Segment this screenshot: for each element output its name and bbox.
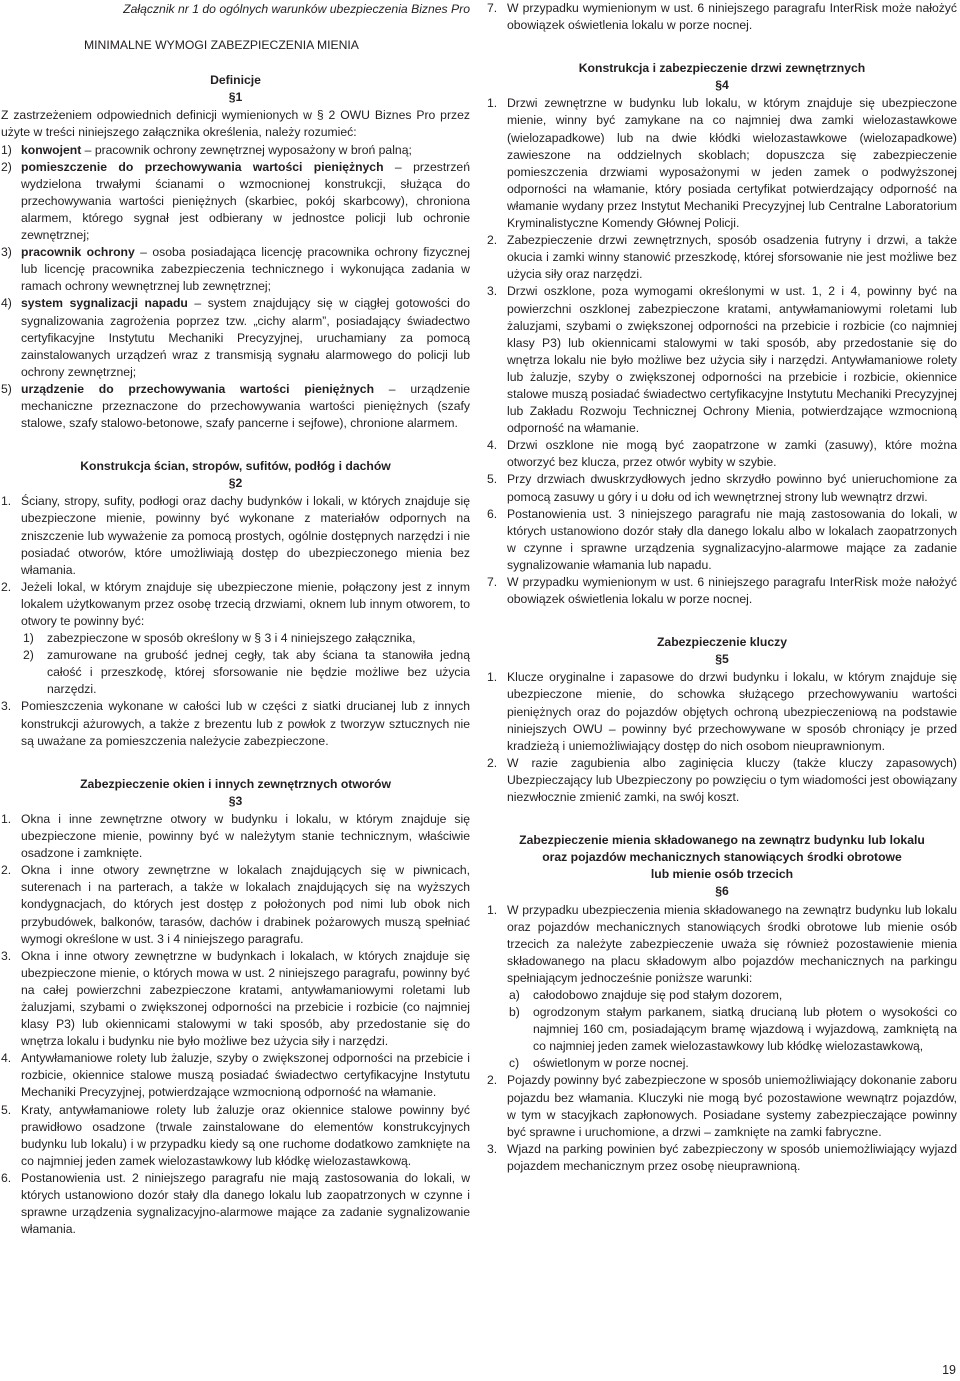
item-number: b) xyxy=(509,1005,520,1020)
doors-item xyxy=(487,283,957,437)
item-text: Zabezpieczenie drzwi zewnętrznych, sposób osadzenia futryny i drzwi, a także okucia i zamki winny stanowić przeszkodę, której sforsowanie nie jest możliwe bez użycia siły oraz narzędzi. xyxy=(507,233,957,282)
item-text: W przypadku wymienionym w ust. 6 niniejszego paragrafu InterRisk może nałożyć obowiązek oświetlenia lokalu w porze nocnej. xyxy=(507,575,957,607)
item-text: Przy drzwiach dwuskrzydłowych jedno skrzydło powinno być unieruchomione za pomocą zasuwy u góry i u dołu od ich wewnętrznej strony lub wewnątrz drzwi. xyxy=(507,472,957,504)
keys-section-number: §5 xyxy=(715,652,729,667)
item-number: 2. xyxy=(1,579,12,594)
item-text: Drzwi oszklone nie mogą być zaopatrzone w zamki (zasuwy), które można otworzyć bez klucza, przez otwór wybity w szybie. xyxy=(507,438,957,470)
definitions-intro: Z zastrzeżeniem odpowiednich definicji wymienionych w § 2 OWU Biznes Pro przez użyte w treści niniejszego załącznika określenia, należy rozumieć: xyxy=(1,108,470,140)
item-text: Okna i inne zewnętrzne otwory w budynku i lokalu, w którym znajduje się ubezpieczone mienie, powinny być w należytym stanie technicznym, właściwie osadzone i zamknięte. xyxy=(21,811,470,861)
item-number: 1) xyxy=(1,142,12,157)
windows-item xyxy=(487,0,957,34)
outdoor-item-1 xyxy=(487,902,957,987)
item-number: 1. xyxy=(1,811,12,826)
item-number: 6. xyxy=(1,1170,12,1185)
windows-item xyxy=(1,1170,470,1238)
item-number: 4) xyxy=(1,296,12,311)
outdoor-subitem xyxy=(509,1004,957,1055)
windows-list xyxy=(1,811,470,1238)
doors-heading: Konstrukcja i zabezpieczenie drzwi zewnętrznych xyxy=(578,61,866,76)
outdoor-heading-line: oraz pojazdów mechanicznych stanowiących środki obrotowe xyxy=(542,850,902,865)
item-text: zamurowane na grubość jednej cegły, tak aby ściana ta stanowiła jedną całość i przeszkodę, której sforsowanie nie będzie możliwe bez użycia narzędzi. xyxy=(47,648,470,697)
walls-item xyxy=(1,493,470,578)
definition-text xyxy=(21,381,470,432)
doors-item xyxy=(487,471,957,505)
item-text: całodobowo znajduje się pod stałym dozorem, xyxy=(533,987,783,1002)
item-number: 1) xyxy=(23,631,34,646)
item-number: 1. xyxy=(487,902,498,917)
item-number: 3. xyxy=(1,699,12,714)
item-text: Postanowienia ust. 3 niniejszego paragrafu nie mają zastosowania do lokali, w których ustanowiono dozór stały dla danego lokalu albo w lokalach zaopatrzonych w czynne i sprawne urządzenia sygnalizacyjno-alarmowe mające za zadanie sygnalizowanie włamania lub napadu. xyxy=(507,506,957,572)
walls-sublist xyxy=(1,630,470,698)
doors-section-number: §4 xyxy=(715,78,729,93)
definitions-list xyxy=(1,142,470,433)
document-title: MINIMALNE WYMOGI ZABEZPIECZENIA MIENIA xyxy=(84,38,359,53)
keys-item xyxy=(487,755,957,806)
windows-item xyxy=(1,1102,470,1170)
item-number: 2. xyxy=(1,863,12,878)
item-text: Pojazdy powinny być zabezpieczone w sposób uniemożliwiający dokonanie zaboru pojazdu bez włamania. Kluczyki nie mogą być pozostawione wewnątrz pojazdów, w tym w stacyjkach zapłonowych. Posiadane systemy zabezpieczające powinny być sprawne i uruchomione, a drzwi – zamknięte na zamki fabryczne. xyxy=(507,1073,957,1139)
definition-description: – osoba posiadająca licencję pracownika ochrony fizycznej lub licencję pracownika zabezpieczenia technicznego i wykonująca zadania w ramach ochrony wewnętrznej lub zewnętrznej; xyxy=(21,245,470,294)
item-text: Okna i inne otwory zewnętrzne w lokalach znajdujących się w piwnicach, suterenach i na parterach, a także w lokalach znajdujących się na wyższych kondygnacjach, do których jest dostęp z położonych pod nimi lub obok nich przybudówek, balkonów, tarasów, dachów i drabinek pożarowych muszą spełniać wymogi określone w ust. 3 i 4 niniejszego paragrafu. xyxy=(21,863,470,946)
outdoor-item xyxy=(487,1141,957,1175)
windows-heading: Zabezpieczenie okien i innych zewnętrznych otworów xyxy=(80,776,391,791)
keys-heading: Zabezpieczenie kluczy xyxy=(656,635,788,650)
walls-item xyxy=(1,579,470,630)
outdoor-subitem xyxy=(509,987,957,1004)
item-number: 3. xyxy=(1,948,12,963)
item-text: Okna i inne otwory zewnętrzne w budynkach i lokalach, w których znajduje się ubezpieczone mienie, o których mowa w ust. 2 niniejszego paragrafu, powinny być na całej powierzchni zabezpieczone kratami, antywłamaniowymi roletami lub żaluzjami, szybami o zwiększonej odporności na przebicie i rozbicie (co najmniej klasy P3) lub okiennicami stalowymi w taki sposób, aby przedostanie się do wnętrza lokalu i budynku nie było możliwe bez użycia siły i narzędzi. xyxy=(21,948,470,1049)
windows-section-number: §3 xyxy=(228,793,243,808)
doors-item xyxy=(487,95,957,232)
definition-term: konwojent xyxy=(21,142,82,157)
walls-heading: Konstrukcja ścian, stropów, sufitów, podłóg i dachów xyxy=(80,459,391,474)
definition-description: – system znajdujący się w ciągłej gotowości do sygnalizowania zagrożenia poprzez tzw. „cichy alarm”, posiadający świadectwo certyfikacyjne Instytutu Mechaniki Precyzyjnej, uruchamiany za pomocą zainstalowanych urządzeń wraz z transmisją sygnału alarmowego do policji lub ochrony zewnętrznej; xyxy=(21,296,470,379)
windows-list-continued xyxy=(487,0,957,34)
doors-item xyxy=(487,437,957,471)
windows-item xyxy=(1,948,470,1051)
item-number: 3) xyxy=(1,245,12,260)
item-number: 2) xyxy=(23,648,34,663)
definition-text xyxy=(21,244,470,295)
item-number: 7. xyxy=(487,575,498,589)
item-number: 4. xyxy=(1,1051,12,1066)
definition-term: pomieszczenie do przechowywania wartości pieniężnych xyxy=(21,159,384,174)
walls-subitem xyxy=(23,647,470,698)
definition-text xyxy=(21,295,470,380)
item-number: 2) xyxy=(1,159,12,174)
definitions-section-number: §1 xyxy=(228,90,243,105)
definition-item xyxy=(1,381,470,432)
item-text: Jeżeli lokal, w którym znajduje się ubezpieczone mienie, połączony jest z innym lokalem użytkowanym przez osobę trzecią drzwiami, oknem lub innym otworem, to otwory te powinny być: xyxy=(21,579,470,628)
outdoor-sublist xyxy=(487,987,957,1072)
item-number: c) xyxy=(509,1056,520,1071)
item-number: 4. xyxy=(487,438,498,453)
item-number: 2. xyxy=(487,233,498,248)
definition-term: urządzenie do przechowywania wartości pieniężnych xyxy=(21,381,375,396)
item-number: 1. xyxy=(487,96,498,111)
definitions-heading: Definicje xyxy=(210,73,261,88)
item-text: W przypadku ubezpieczenia mienia składowanego na zewnątrz budynku lub lokalu oraz pojazdów mechanicznych stanowiących środki obrotowe lub mienie osób trzecich za należyte zabezpieczenie uważa się również pozostawienie mienia składowanego na placu składowym albo pojazdów mechanicznych na parkingu spełniającym jednocześnie poniższe warunki: xyxy=(507,902,957,985)
walls-item-3 xyxy=(1,698,470,749)
item-number: 2. xyxy=(487,755,498,770)
left-column xyxy=(1,0,470,1238)
item-text: oświetlonym w porze nocnej. xyxy=(533,1056,689,1071)
item-text: Postanowienia ust. 2 niniejszego paragrafu nie mają zastosowania do lokali, w których ustanowiono dozór stały dla danego lokalu lub zaopatrzonych w czynne i sprawne urządzenia sygnalizacyjno-alarmowe mające za zadanie sygnalizowanie włamania. xyxy=(21,1170,470,1237)
item-number: a) xyxy=(509,987,520,1002)
doors-item xyxy=(487,506,957,574)
outdoor-heading-line: Zabezpieczenie mienia składowanego na zewnątrz budynku lub lokalu xyxy=(519,833,925,848)
windows-item xyxy=(1,1050,470,1101)
definition-description: – urządzenie mechaniczne przeznaczone do przechowywania wartości pieniężnych (szafy stalowe, szafy stalowo-betonowe, szafy pancerne i sejfowe), chronione alarmem. xyxy=(21,381,470,431)
definition-text xyxy=(21,142,470,159)
walls-section-number: §2 xyxy=(228,476,243,491)
page-number: 19 xyxy=(942,1363,956,1377)
definition-item xyxy=(1,142,470,159)
item-text: Drzwi zewnętrzne w budynku lub lokalu, w którym znajduje się ubezpieczone mienie, winny być zamykane na co najmniej dwa zamki wielozastawkowe (wielozapadkowe) lub na dwie kłódki wielozastawkowe (wielozapadkowe) zawieszone na oddzielnych skoblach; dopuszcza się zabezpieczenie pomieszczenia drzwiami wyposażonymi w jeden zamek o podwyższonej odporności na włamanie, który posiada certyfikat potwierdzający odporność na włamanie wydany przez Instytut Mechaniki Precyzyjnej lub Centralne Laboratorium Kryminalistyczne Komendy Głównej Policji. xyxy=(507,96,957,231)
walls-subitem xyxy=(23,630,470,647)
doors-item xyxy=(487,232,957,283)
outdoor-list xyxy=(487,1072,957,1175)
walls-list xyxy=(1,493,470,630)
item-text: Wjazd na parking powinien być zabezpieczony w sposób uniemożliwiający wyjazd pojazdem mechanicznym przez osobę nieuprawnioną. xyxy=(507,1141,957,1173)
outdoor-subitem xyxy=(509,1055,957,1072)
item-number: 3. xyxy=(487,284,498,299)
item-text: Antywłamaniowe rolety lub żaluzje, szyby o zwiększonej odporności na przebicie i rozbicie, okiennice stalowe muszą posiadać świadectwo certyfikacyjne Instytutu Mechaniki Precyzyjnej, potwierdzające wzmocnioną odporność na włamanie. xyxy=(21,1051,470,1100)
doors-list xyxy=(487,95,957,608)
item-number: 6. xyxy=(487,506,498,521)
item-text: Kraty, antywłamaniowe rolety lub żaluzje oraz okiennice stalowe powinny być prawidłowo osadzone (trwale zainstalowane do elementów konstrukcyjnych budynku lub lokalu) i w przypadku kiedy są one ruchome dodatkowo zamknięte na co najmniej jeden zamek wielozastawkowy lub kłódkę wielozastawkową. xyxy=(21,1102,470,1168)
item-number: 1. xyxy=(487,670,498,685)
item-number: 3. xyxy=(487,1141,498,1156)
item-number: 5. xyxy=(487,472,498,487)
windows-item xyxy=(1,811,470,862)
item-text: Drzwi oszklone, poza wymogami określonymi w ust. 1, 2 i 4, powinny być na powierzchni oszklonej zabezpieczone kratami, antywłamaniowymi roletami lub żaluzjami, szybami o zwiększonej odporności na przebicie i rozbicie (co najmniej klasy P3) lub okiennicami stalowymi w taki sposób, aby przedostanie się do wnętrza lokalu nie było możliwe bez użycia siły i narzędzi. Antywłamaniowe rolety lub żaluzje, szyby o zwiększonej odporności na przebicie i rozbicie, okiennice stalowe muszą posiadać świadectwo certyfikacyjne Instytutu Mechaniki Precyzyjnej lub Zakładu Rozwoju Technicznej Ochrony Mienia, potwierdzające wzmocnioną odporność na włamanie. xyxy=(507,284,957,436)
item-number: 1. xyxy=(1,494,12,509)
item-number: 2. xyxy=(487,1073,498,1088)
keys-item xyxy=(487,669,957,754)
item-number: 5. xyxy=(1,1102,12,1117)
item-text: W razie zagubienia albo zaginięcia kluczy (także kluczy zapasowych) Ubezpieczający lub Ubezpieczony po powzięciu o tym wiadomości jest obowiązany niezwłocznie zmienić zamki, na swój koszt. xyxy=(507,755,957,805)
definition-description: – pracownik ochrony zewnętrznej wyposażony w broń palną; xyxy=(81,142,412,157)
definition-item xyxy=(1,295,470,380)
annex-caption: Załącznik nr 1 do ogólnych warunków ubezpieczenia Biznes Pro xyxy=(123,2,470,16)
item-text: W przypadku wymienionym w ust. 6 niniejszego paragrafu InterRisk może nałożyć obowiązek oświetlenia lokalu w porze nocnej. xyxy=(507,1,957,33)
definition-item xyxy=(1,159,470,244)
item-text: Klucze oryginalne i zapasowe do drzwi budynku i lokalu, w którym znajduje się ubezpieczone mienie, do schowka służącego przechowywaniu wartości pieniężnych oraz do pojazdów objętych ochroną ubezpieczeniową na podstawie niniejszych OWU – powinny być przechowywane w sposób chroniący je przed kradzieżą i uniemożliwiający dostęp do nich osobom nieuprawnionym. xyxy=(507,670,957,753)
item-text: ogrodzonym stałym parkanem, siatką drucianą lub płotem o wysokości co najmniej 160 cm, posiadającym bramę wjazdową i wyjazdową, zamkniętą na co najmniej jeden zamek wielozastawkowy lub kłódkę wielozastawkową, xyxy=(533,1005,957,1054)
definition-text xyxy=(21,159,470,244)
outdoor-heading-line: lub mienie osób trzecich xyxy=(650,867,794,882)
item-text: zabezpieczone w sposób określony w § 3 i 4 niniejszego załącznika, xyxy=(47,631,416,646)
keys-list xyxy=(487,669,957,806)
outdoor-heading xyxy=(487,832,957,883)
outdoor-section-number: §6 xyxy=(715,884,729,899)
definition-item xyxy=(1,244,470,295)
item-text: Pomieszczenia wykonane w całości lub w części z siatki drucianej lub z innych konstrukcji ażurowych, a także z brezentu lub z powłok z tworzyw sztucznych nie są uważane za pomieszczenia należycie zabezpieczone. xyxy=(21,699,470,748)
right-column xyxy=(487,0,957,1175)
item-number: 5) xyxy=(1,381,12,396)
item-text: Ściany, stropy, sufity, podłogi oraz dachy budynków i lokali, w których znajduje się ubezpieczone mienie, powinny być wykonane z materiałów odpornych na zniszczenie lub wyważenie za pomocą prostych, ogólnie dostępnych narzędzi i nie posiadać otworów, które umożliwiają dostęp do ubezpieczonego mienia bez włamania. xyxy=(21,494,470,577)
definition-term: system sygnalizacji napadu xyxy=(21,296,188,311)
doors-item xyxy=(487,574,957,608)
windows-item xyxy=(1,862,470,947)
item-number: 7. xyxy=(487,1,498,15)
outdoor-item xyxy=(487,1072,957,1140)
definition-term: pracownik ochrony xyxy=(21,245,135,260)
definition-description: – przestrzeń wydzielona trwałymi ścianami o wzmocnionej konstrukcji, służąca do przechowywania wartości pieniężnych (skarbiec, pokój skarbcowy), chroniona alarmem, którego sygnał jest odbierany w jednostce policji lub ochronie zewnętrznej; xyxy=(21,159,470,243)
